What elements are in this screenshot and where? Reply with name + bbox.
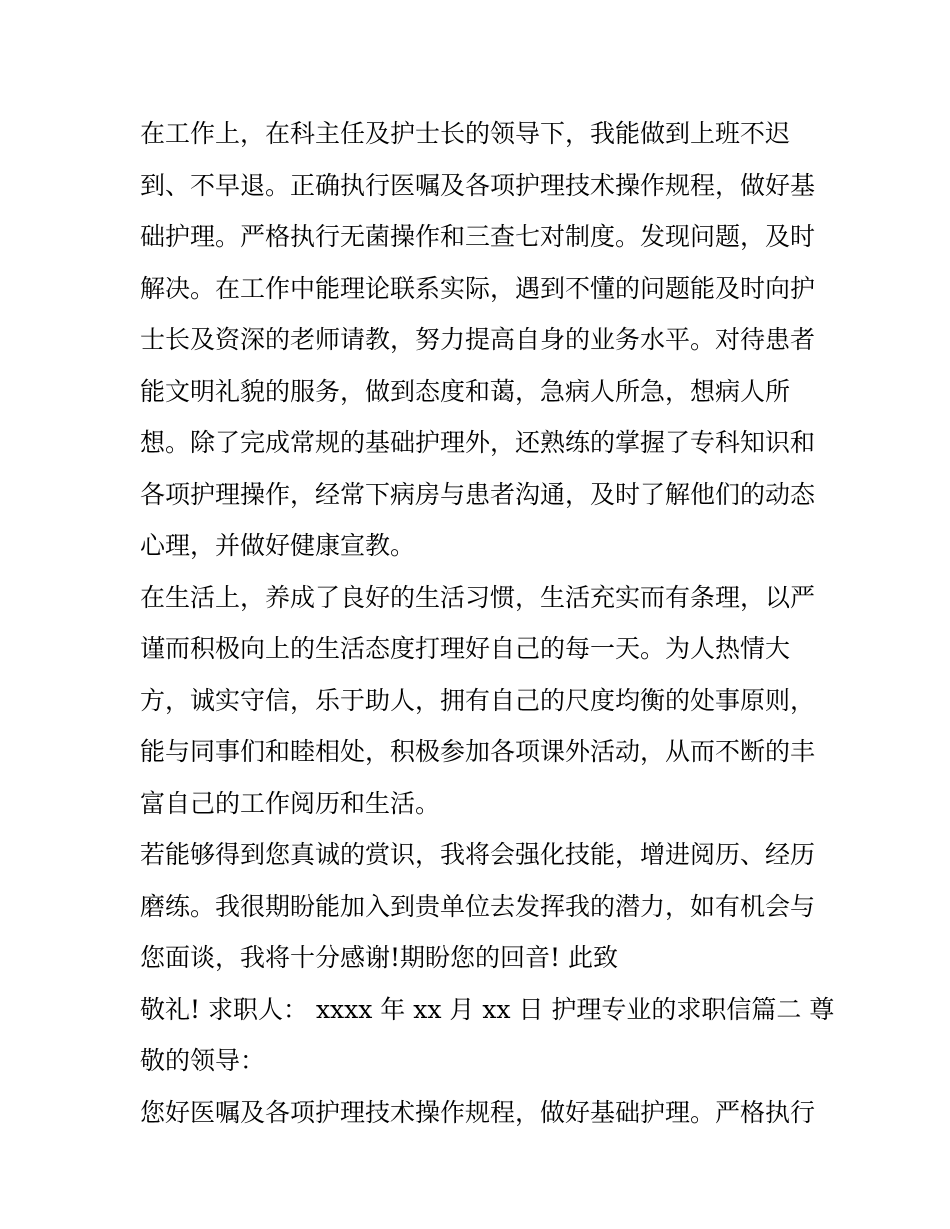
text-line: 础护理。严格执行无菌操作和三查七对制度。发现问题，及时 — [140, 222, 816, 251]
text-line: 若能够得到您真诚的赏识，我将会强化技能，增进阅历、经历 — [140, 840, 816, 869]
paragraph-signature — [140, 984, 835, 1087]
text-line: 您面谈，我将十分感谢!期盼您的回音! 此致 — [140, 943, 619, 972]
text-line: 能文明礼貌的服务，做到态度和蔼，急病人所急，想病人所 — [140, 376, 791, 406]
text-line: 解决。在工作中能理论联系实际，遇到不懂的问题能及时向护 — [140, 273, 816, 303]
text-line: 在生活上，养成了良好的生活习惯，生活充实而有条理，以严 — [140, 582, 816, 612]
text-line: 您好医嘱及各项护理技术操作规程，做好基础护理。严格执行 — [140, 1097, 816, 1127]
paragraph-work — [140, 108, 816, 572]
text-line: 富自己的工作阅历和生活。 — [140, 788, 441, 818]
text-line: 心理，并做好健康宣教。 — [140, 531, 416, 560]
paragraph-closing — [140, 829, 816, 984]
text-line: 敬礼! 求职人： xxxx 年 xx 月 xx 日 护理专业的求职信篇二 尊 — [140, 994, 835, 1024]
paragraph-life — [140, 572, 816, 830]
text-line: 磨练。我很期盼能加入到贵单位去发挥我的潜力，如有机会与 — [140, 891, 816, 921]
text-line: 到、不早退。正确执行医嘱及各项护理技术操作规程，做好基 — [140, 170, 816, 200]
text-line: 各项护理操作，经常下病房与患者沟通，及时了解他们的动态 — [140, 479, 816, 509]
text-line: 士长及资深的老师请教，努力提高自身的业务水平。对待患者 — [140, 325, 816, 354]
text-line: 方，诚实守信，乐于助人，拥有自己的尺度均衡的处事原则， — [140, 685, 816, 715]
text-line: 谨而积极向上的生活态度打理好自己的每一天。为人热情大 — [140, 634, 791, 663]
paragraph-letter-two — [140, 1087, 816, 1139]
text-line: 想。除了完成常规的基础护理外，还熟练的掌握了专科知识和 — [140, 428, 816, 457]
text-line: 能与同事们和睦相处，积极参加各项课外活动，从而不断的丰 — [140, 737, 816, 766]
text-line: 在工作上，在科主任及护士长的领导下，我能做到上班不迟 — [140, 119, 791, 148]
text-line: 敬的领导： — [140, 1046, 266, 1075]
document-body — [140, 108, 835, 1138]
